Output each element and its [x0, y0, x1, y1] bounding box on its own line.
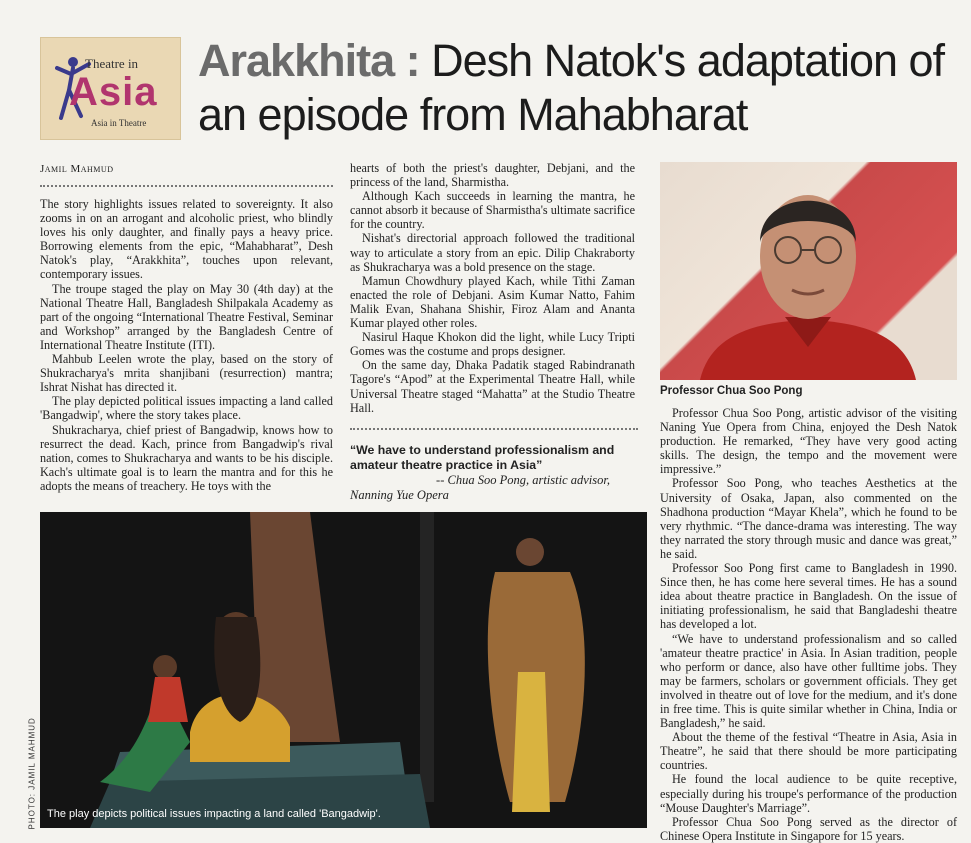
pull-quote-divider	[350, 428, 638, 430]
paragraph: “We have to understand professionalism and so called 'amateur theatre practice' in Asia. In Asian tradition, people who perform or dance, also have other fulltime jobs. They may be farmers, scholars or government officials. They get involved in theatre out of love for the medium, and it's done in free time. This is quite similar whether in China, India or Bangladesh,” he said.	[660, 631, 957, 731]
pull-quote	[350, 443, 640, 503]
paragraph: The play depicted political issues impacting a land called 'Bangadwip', where the story takes place.	[40, 394, 333, 423]
paragraph: hearts of both the priest's daughter, Debjani, and the princess of the land, Sharmistha.	[350, 161, 635, 190]
headline	[198, 34, 958, 142]
paragraph: On the same day, Dhaka Padatik staged Rabindranath Tagore's “Apod” at the Experimental Theatre Hall, while Universal Theatre staged “Mahatta” at the Studio Theatre Hall.	[350, 358, 635, 415]
pull-quote-text: “We have to understand professionalism and amateur theatre practice in Asia”	[350, 443, 615, 472]
paragraph: Mamun Chowdhury played Kach, while Tithi Zaman enacted the role of Debjani. Asim Kumar Natto, Fahim Malik Evan, Shahana Shishir, Firoz Alam and Ananta Kumar played other roles.	[350, 273, 635, 331]
paragraph: Professor Soo Pong first came to Bangladesh in 1990. Since then, he has come here several times. He has a sound idea about theatre practice in Bangladesh. On the issue of initiating professionalism, he said that Bangladeshi theatre has developed a lot.	[660, 561, 957, 632]
stage-scene-illustration	[40, 512, 647, 828]
paragraph: About the theme of the festival “Theatre in Asia, Asia in Theatre”, he said that there should be more participating countries.	[660, 730, 957, 773]
paragraph: He found the local audience to be quite receptive, especially during his troupe's performance of the production “Mouse Daughter's Marriage”.	[660, 772, 957, 815]
headline-rest: Desh Natok's adaptation of an episode from Mahabharat	[198, 35, 945, 140]
paragraph: The troupe staged the play on May 30 (4th day) at the National Theatre Hall, Bangladesh Shilpakala Academy as part of the ongoing “International Theatre Festival, Seminar and Workshop” arranged by the Bangladesh Centre of International Theatre Institute (ITI).	[40, 281, 333, 352]
column-2	[350, 161, 635, 415]
byline: Jamil Mahmud	[40, 163, 333, 187]
paragraph: Nishat's directorial approach followed the traditional way to articulate a story from an epic. Dilip Chakraborty as Shukracharya was a bold presence on the stage.	[350, 231, 635, 274]
portrait-illustration	[660, 162, 957, 380]
photo-caption: The play depicts political issues impacting a land called 'Bangadwip'.	[47, 808, 381, 820]
photo-credit-text: PHOTO: JAMIL MAHMUD	[27, 717, 37, 830]
headline-play-name: Arakkhita :	[198, 35, 420, 86]
photo-credit	[26, 717, 37, 830]
paragraph: Shukracharya, chief priest of Bangadwip, knows how to resurrect the dead. Kach, prince from Bangadwip's rival nation, comes to Shukracharya and wants to be his disciple. Kach's ultimate goal is to learn the mantra and for this he adopts the means of treachery. He toys with the	[40, 422, 333, 493]
stage-photo	[40, 512, 647, 828]
pull-quote-attribution: -- Chua Soo Pong, artistic advisor,	[436, 473, 610, 487]
paragraph: The story highlights issues related to sovereignty. It also zooms in on an arrogant and alcoholic priest, who blindly loves his only daughter, and finally pays a heavy price. Borrowing elements from the epic, “Mahabharat”, Desh Natok's play, “Arakkhita”, touches upon relevant, contemporary issues.	[40, 197, 333, 282]
paragraph: Professor Chua Soo Pong served as the director of Chinese Opera Institute in Singapore for 15 years.	[660, 814, 957, 843]
column-3	[660, 406, 957, 843]
paragraph: Nasirul Haque Khokon did the light, while Lucy Tripti Gomes was the costume and props designer.	[350, 330, 635, 359]
portrait-photo	[660, 162, 957, 380]
paragraph: Mahbub Leelen wrote the play, based on the story of Shukracharya's mrita shanjibani (resurrection) mantra; Ishrat Nishat has directed it.	[40, 352, 333, 395]
paragraph: Professor Chua Soo Pong, artistic advisor of the visiting Naning Yue Opera from China, enjoyed the Desh Natok production. He remarked, “They have very good acting skills. The design, the tempo and the movement were impressive.”	[660, 406, 957, 477]
logo-line3: Asia in Theatre	[91, 118, 147, 128]
pull-quote-organization: Nanning Yue Opera	[350, 488, 449, 502]
logo-line1: Theatre in	[85, 56, 139, 71]
paragraph: Professor Soo Pong, who teaches Aesthetics at the University of Osaka, Japan, also commented on the Shadhona production “Mayar Khela”, which he found to be very rhythmic. “The dance-drama was interesting. The way they narrated the story through music and dance was great,” he said.	[660, 476, 957, 561]
theatre-in-asia-logo	[40, 37, 181, 140]
portrait-caption: Professor Chua Soo Pong	[660, 385, 803, 397]
paragraph: Although Kach succeeds in learning the mantra, he cannot absorb it because of Sharmistha's ultimate sacrifice for the country.	[350, 189, 635, 232]
logo-line2: Asia	[69, 70, 158, 114]
column-1	[40, 197, 333, 493]
